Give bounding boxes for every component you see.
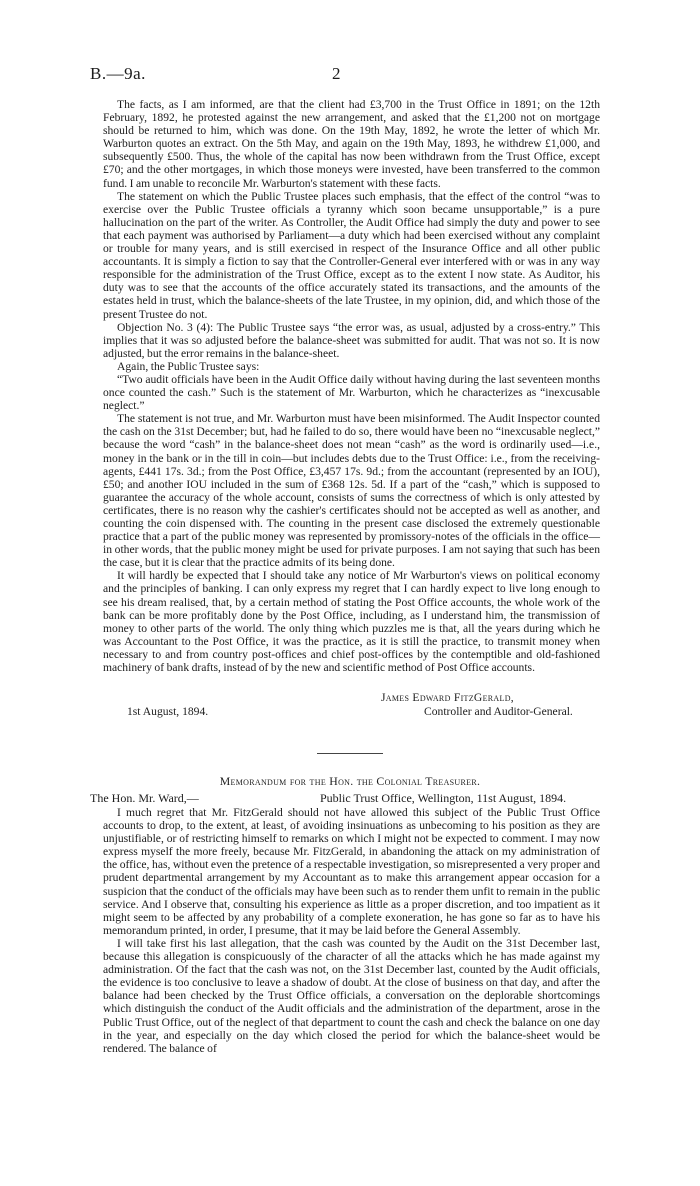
memorandum-salutation — [90, 791, 600, 805]
quoted-paragraph: “Two audit officials have been in the Audit Office daily without having during the last seventeen months once counted the cash.” Such is the statement of Mr. Warburton, which he characterizes as “inexcusable neglect.” — [103, 372, 600, 413]
memorandum-paragraph: I will take first his last allegation, that the cash was counted by the Audit on the 31st December last, because this allegation is conspicuously of the character of all the attacks which he has made against my administration. Of the fact that the cash was not, on the 31st December last, counted by the Audit officials, the evidence is too conclusive to leave a shadow of doubt. At the close of business on that day, and after the balance had been checked by the Trust Office officials, a conversation on the deplorable shortcomings which distinguish the conduct of the Audit officials and the administration of the department, arose in the Public Trust Office, out of the neglect of that department to count the cash and check the balance on one day in the year, and especially on the day which closed the period for which the balance-sheet would be rendered. The balance of — [103, 936, 600, 1055]
letter-paragraph: Again, the Public Trustee says: — [117, 359, 260, 373]
place-and-date: Public Trust Office, Wellington, 11st August, 1894. — [320, 791, 567, 805]
letter-body — [103, 98, 600, 674]
section-divider — [317, 753, 383, 754]
letter-paragraph: It will hardly be expected that I should take any notice of Mr Warburton's views on political economy and the principles of banking. I can only express my regret that I can hardly expect to live long enough to see his dream realised, that, by a certain method of stating the Post Office accounts, the whole work of the bank can be more profitably done by the Post Office, including, as I understand him, the transmission of money to other parts of the world. The only thing which puzzles me is that, all the years during which he was Accountant to the Post Office, it was the practice, as it is still the practice, to transmit money when necessary to and from country post-offices and chief post-offices by the contemptible and old-fashioned machinery of bank drafts, instead of by the new and scientific method of Post Office accounts. — [103, 569, 600, 675]
page-number: 2 — [332, 64, 341, 83]
letter-paragraph: The statement is not true, and Mr. Warburton must have been misinformed. The Audit Inspector counted the cash on the 31st December; but, had he failed to do so, there would have been no “inexcusable neglect,” because the word “cash” in the balance-sheet does not mean “cash” as the word is ordinarily used—i.e., money in the bank or in the till in coin—but includes debts due to the Trust Office: i.e., from the receiving-agents, £441 17s. 3d.; from the Post Office, £3,457 17s. 9d.; from the accountant (represented by an IOU), £50; and another IOU included in the sum of £368 12s. 5d. If a part of the “cash,” which is supposed to guarantee the accuracy of the whole account, consists of sums the correctness of which is only attested by certificates, there is no reason why the cashier's certificates should not be accepted as well as another, and counting the coin dispensed with. The counting in the present case disclosed the extremely questionable practice that a part of the public money was represented by promissory-notes of the officials in the office—in other words, that the public money might be used for private purposes. I am not saying that such has been the case, but it is clear that the practice admits of its being done. — [103, 412, 600, 570]
letter-paragraph: The facts, as I am informed, are that the client had £3,700 in the Trust Office in 1891; on the 12th February, 1892, he protested against the new arrangement, and asked that the £1,200 not on mortgage should be returned to him, which was done. On the 19th May, 1892, he wrote the letter of which Mr. Warburton quotes an extract. On the 5th May, and again on the 19th May, 1893, he withdrew £1,000, and subsequently £500. Thus, the whole of the capital has now been withdrawn from the Trust Office, except £70; and the other mortgages, in which those moneys were invested, have been transferred to the common fund. I am unable to reconcile Mr. Warburton's statement with these facts. — [103, 98, 600, 190]
signature-block — [103, 691, 600, 721]
signatory-title: Controller and Auditor-General. — [424, 705, 573, 718]
signatory-name: James Edward FitzGerald, — [381, 691, 514, 704]
memorandum-title: Memorandum for the Hon. the Colonial Treasurer. — [219, 774, 481, 788]
letter-date: 1st August, 1894. — [127, 705, 209, 718]
memorandum-paragraph: I much regret that Mr. FitzGerald should not have allowed this subject of the Public Trust Office accounts to drop, to the extent, at least, of avoiding insinuations as unbecoming to his position as they are unjustifiable, or of restricting himself to remarks on which I might not be expected to comment. I may now express myself the more freely, because Mr. FitzGerald, in abandoning the attack on my administration of the office, has, without even the pretence of a respectable investigation, so misrepresented a very proper and prudent departmental arrangement by my Accountant as to make this arrangement appear occasion for a suspicion that the conduct of the officials may have been such as to render them unfit to remain in the public service. And I observe that, consulting his experience as little as a proper discretion, and too impatient as it might seem to be affected by any probability of a complete exoneration, he has gone so far as to have his memorandum printed, in order, I presume, that it may be laid before the General Assembly. — [103, 806, 600, 937]
page-header — [90, 64, 610, 92]
letter-paragraph: The statement on which the Public Trustee places such emphasis, that the effect of the control “was to exercise over the Public Trustee officials a tyranny which soon became unsupportable,” is a pure hallucination on the part of the writer. As Controller, the Audit Office had simply the duty and power to see that each payment was authorised by Parliament—a duty which had been exercised without any complaint or trouble for many years, and is still exercised in respect of the Insurance Office and all other public accountants. It is simply a fiction to say that the Controller-General ever interfered with or was in any way responsible for the administration of the Trust Office, except as to the extent I now state. As Auditor, his duty was to see that the accounts of the office accurately stated its transactions, and the amounts of the estates held in trust, which the balance-sheets of the late Trustee, in my opinion, did, and which those of the present Trustee do not. — [103, 189, 600, 321]
addressee: The Hon. Mr. Ward,— — [90, 791, 199, 805]
parliamentary-paper-reference: B.—9a. — [90, 64, 146, 83]
memorandum-body — [103, 806, 600, 1055]
letter-paragraph: Objection No. 3 (4): The Public Trustee says “the error was, as usual, adjusted by a cross-entry.” This implies that it was so adjusted before the balance-sheet was submitted for audit. That was not so. It is now adjusted, but the error remains in the balance-sheet. — [103, 320, 600, 360]
